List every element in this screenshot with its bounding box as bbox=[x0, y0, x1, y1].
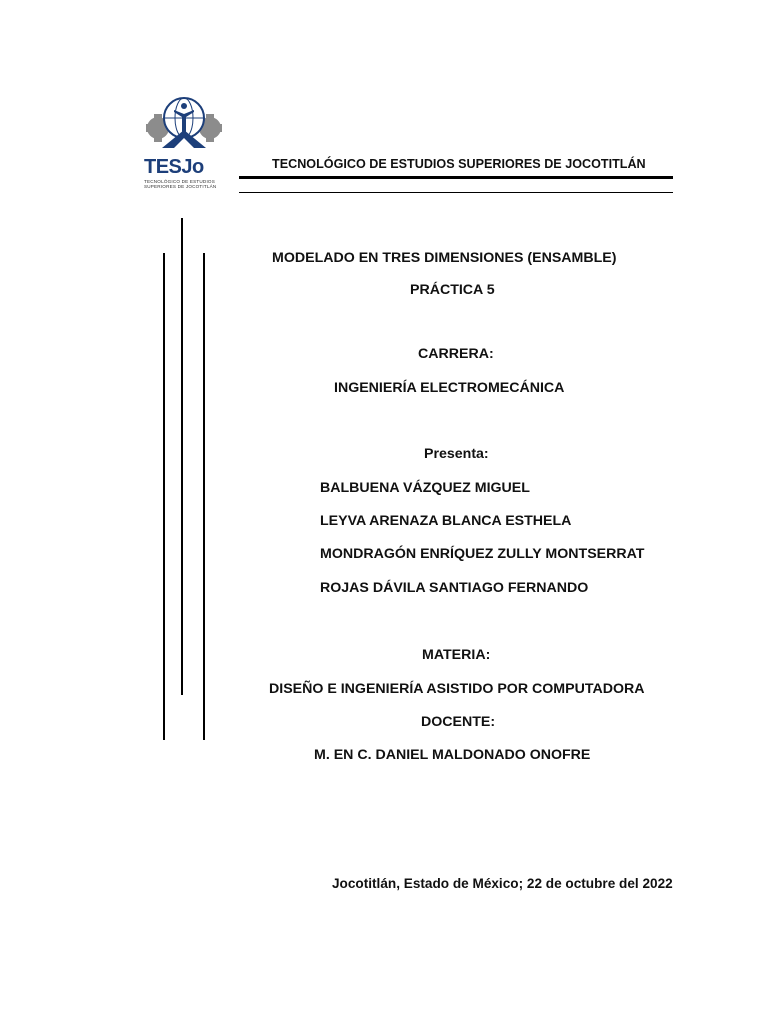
student-4: ROJAS DÁVILA SANTIAGO FERNANDO bbox=[320, 580, 589, 596]
logo-wordmark: TESJo bbox=[144, 156, 204, 178]
header-rule-thick bbox=[239, 176, 673, 179]
student-1: BALBUENA VÁZQUEZ MIGUEL bbox=[320, 480, 530, 496]
student-2: LEYVA ARENAZA BLANCA ESTHELA bbox=[320, 513, 572, 529]
vertical-line-center bbox=[181, 218, 183, 695]
institution-name: TECNOLÓGICO DE ESTUDIOS SUPERIORES DE JOCOTITLÁN bbox=[272, 157, 646, 171]
practice-number: PRÁCTICA 5 bbox=[410, 282, 495, 298]
career-value: INGENIERÍA ELECTROMECÁNICA bbox=[334, 380, 565, 396]
tesjo-logo bbox=[144, 92, 224, 196]
logo-subtitle-line-1: TECNOLÓGICO DE ESTUDIOS bbox=[144, 179, 215, 184]
logo-subtitle-line-2: SUPERIORES DE JOCOTITLÁN bbox=[144, 184, 217, 189]
place-and-date: Jocotitlán, Estado de México; 22 de octubre del 2022 bbox=[332, 876, 673, 891]
subject-value: DISEÑO E INGENIERÍA ASISTIDO POR COMPUTADORA bbox=[269, 681, 645, 697]
document-title: MODELADO EN TRES DIMENSIONES (ENSAMBLE) bbox=[272, 250, 617, 266]
vertical-line-right bbox=[203, 253, 205, 740]
vertical-line-left bbox=[163, 253, 165, 740]
header-rule-thin bbox=[239, 192, 673, 193]
teacher-label: DOCENTE: bbox=[421, 714, 496, 730]
presenta-label: Presenta: bbox=[424, 446, 489, 462]
teacher-value: M. EN C. DANIEL MALDONADO ONOFRE bbox=[314, 747, 591, 763]
logo-emblem-icon bbox=[144, 92, 224, 156]
student-3: MONDRAGÓN ENRÍQUEZ ZULLY MONTSERRAT bbox=[320, 546, 645, 562]
subject-label: MATERIA: bbox=[422, 647, 491, 663]
career-label: CARRERA: bbox=[418, 346, 494, 362]
